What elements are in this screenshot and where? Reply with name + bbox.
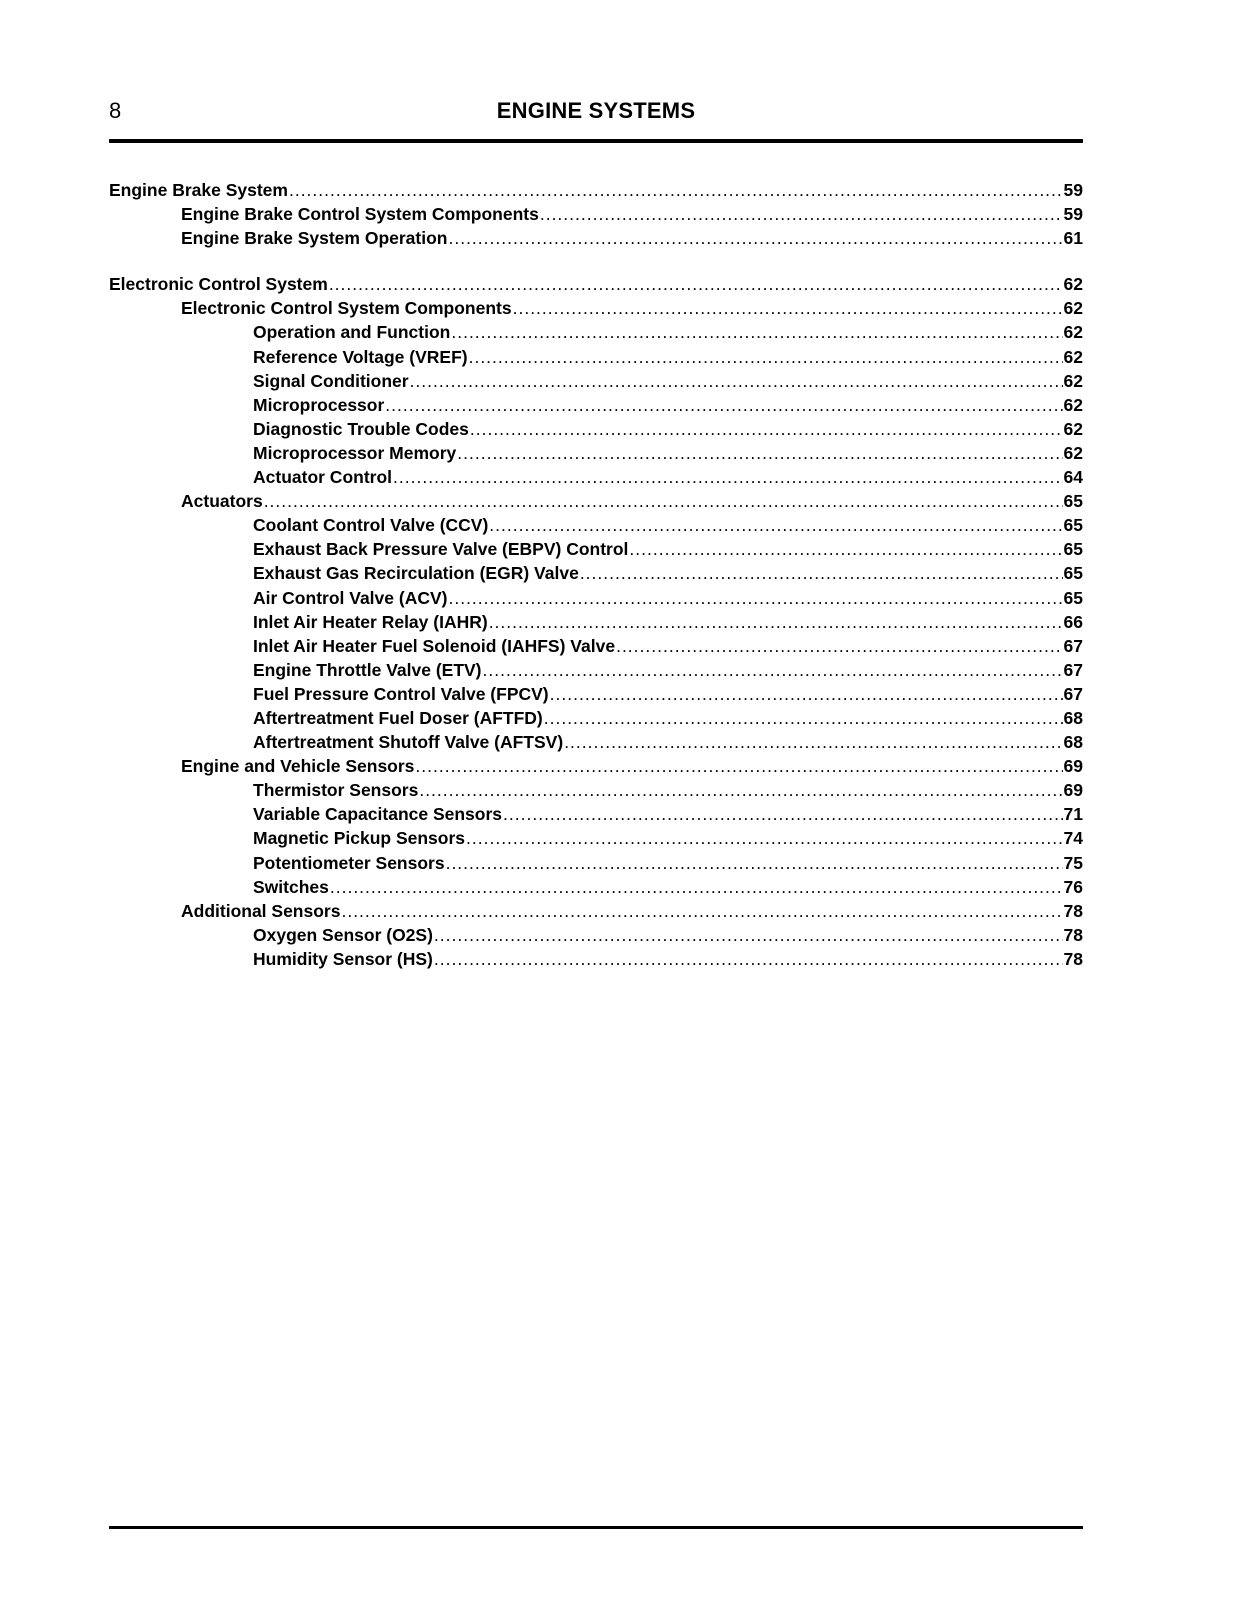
toc-entry-label: Magnetic Pickup Sensors [253,828,466,849]
toc-entry-label: Aftertreatment Shutoff Valve (AFTSV) [253,732,564,753]
toc-entry [109,708,1083,732]
toc-entry-page: 64 [1063,467,1083,488]
toc-entry-page: 65 [1063,515,1083,536]
toc-entry-label: Switches [253,876,329,897]
toc-entry-page: 65 [1063,491,1083,512]
toc-group [109,274,1083,973]
toc-entry-label: Engine and Vehicle Sensors [181,756,415,777]
toc-entry [109,756,1083,780]
toc-entry-page: 62 [1063,346,1083,367]
toc-entry-label: Humidity Sensor (HS) [253,948,433,969]
toc-entry [109,612,1083,636]
toc-entry-label: Engine Throttle Valve (ETV) [253,659,482,680]
dot-leader [544,708,1063,729]
toc-entry [109,732,1083,756]
toc-entry-label: Operation and Function [253,322,451,343]
dot-leader [451,322,1062,343]
dot-leader [457,443,1062,464]
toc-entry [109,636,1083,660]
dot-leader [329,274,1063,295]
dot-leader [446,853,1063,874]
toc-entry-label: Air Control Valve (ACV) [253,587,448,608]
toc-entry [109,467,1083,491]
toc-entry-page: 67 [1063,635,1083,656]
dot-leader [434,925,1063,946]
toc-group [109,180,1083,252]
toc-entry-page: 62 [1063,322,1083,343]
toc-entry [109,180,1083,204]
dot-leader [489,612,1063,633]
toc-entry [109,371,1083,395]
toc-entry-label: Actuator Control [253,467,393,488]
toc-entry [109,419,1083,443]
toc-entry-page: 69 [1063,756,1083,777]
toc-entry [109,274,1083,298]
dot-leader [503,804,1063,825]
toc-entry-label: Signal Conditioner [253,370,409,391]
toc-entry-page: 78 [1063,924,1083,945]
dot-leader [550,684,1063,705]
toc-entry-label: Additional Sensors [181,900,341,921]
toc-entry-label: Aftertreatment Fuel Doser (AFTFD) [253,707,543,728]
dot-leader [341,901,1062,922]
toc-entry [109,853,1083,877]
dot-leader [419,780,1062,801]
header-rule [109,139,1083,143]
toc-entry [109,204,1083,228]
toc-entry-page: 75 [1063,852,1083,873]
toc-entry-label: Engine Brake System Operation [181,228,448,249]
toc-entry-label: Inlet Air Heater Fuel Solenoid (IAHFS) Valve [253,635,616,656]
toc-entry-page: 67 [1063,683,1083,704]
toc-entry [109,877,1083,901]
table-of-contents [109,180,1083,995]
toc-entry-page: 76 [1063,876,1083,897]
toc-entry-label: Engine Brake System [109,180,288,200]
toc-entry-page: 67 [1063,659,1083,680]
toc-entry [109,949,1083,973]
toc-entry [109,828,1083,852]
toc-entry-label: Reference Voltage (VREF) [253,346,468,367]
toc-entry-page: 68 [1063,732,1083,753]
toc-entry [109,298,1083,322]
dot-leader [330,877,1063,898]
toc-entry-label: Actuators [181,491,263,512]
toc-entry-page: 65 [1063,587,1083,608]
toc-entry-label: Potentiometer Sensors [253,852,445,873]
toc-entry [109,395,1083,419]
toc-entry-page: 62 [1063,370,1083,391]
toc-entry-page: 62 [1063,274,1083,295]
page-header [109,94,1083,134]
dot-leader [540,204,1063,225]
toc-entry [109,901,1083,925]
dot-leader [564,732,1062,753]
toc-entry-label: Electronic Control System [109,274,328,295]
toc-entry [109,804,1083,828]
toc-entry-page: 61 [1063,228,1083,249]
toc-entry-page: 68 [1063,707,1083,728]
toc-entry-label: Inlet Air Heater Relay (IAHR) [253,611,488,632]
toc-entry-label: Coolant Control Valve (CCV) [253,515,489,536]
toc-entry [109,684,1083,708]
toc-entry [109,515,1083,539]
toc-entry-label: Engine Brake Control System Components [181,204,539,225]
dot-leader [264,491,1063,512]
toc-entry-page: 62 [1063,418,1083,439]
toc-entry [109,563,1083,587]
toc-entry-label: Oxygen Sensor (O2S) [253,924,433,945]
dot-leader [385,395,1062,416]
dot-leader [434,949,1063,970]
dot-leader [483,660,1063,681]
dot-leader [469,347,1063,368]
toc-entry-page: 66 [1063,611,1083,632]
toc-entry-label: Diagnostic Trouble Codes [253,418,469,439]
dot-leader [470,419,1063,440]
toc-entry [109,660,1083,684]
page-title: ENGINE SYSTEMS [496,98,696,123]
toc-entry-label: Electronic Control System Components [181,298,512,319]
dot-leader [448,588,1062,609]
dot-leader [393,467,1063,488]
toc-entry-page: 78 [1063,900,1083,921]
toc-entry-page: 69 [1063,780,1083,801]
dot-leader [616,636,1062,657]
toc-entry-page: 62 [1063,298,1083,319]
toc-entry [109,491,1083,515]
toc-entry-label: Exhaust Back Pressure Valve (EBPV) Control [253,539,629,560]
dot-leader [489,515,1062,536]
dot-leader [415,756,1062,777]
footer-rule [109,1526,1083,1529]
toc-entry [109,443,1083,467]
toc-entry-page: 62 [1063,394,1083,415]
toc-entry-page: 74 [1063,828,1083,849]
toc-entry-page: 65 [1063,563,1083,584]
toc-entry-page: 59 [1063,204,1083,225]
toc-entry-page: 65 [1063,539,1083,560]
toc-entry-page: 71 [1063,804,1083,825]
toc-entry [109,539,1083,563]
dot-leader [466,828,1063,849]
dot-leader [513,298,1063,319]
toc-entry-page: 62 [1063,442,1083,463]
toc-entry [109,347,1083,371]
toc-entry-label: Microprocessor [253,394,385,415]
toc-entry-page: 59 [1063,180,1083,200]
toc-entry-page: 78 [1063,948,1083,969]
page-number: 8 [109,98,122,123]
dot-leader [629,539,1062,560]
toc-entry-label: Variable Capacitance Sensors [253,804,503,825]
toc-entry-label: Thermistor Sensors [253,780,419,801]
toc-entry [109,780,1083,804]
dot-leader [289,180,1063,201]
toc-entry [109,925,1083,949]
dot-leader [580,563,1063,584]
toc-entry-label: Fuel Pressure Control Valve (FPCV) [253,683,549,704]
toc-entry-label: Exhaust Gas Recirculation (EGR) Valve [253,563,579,584]
dot-leader [410,371,1063,392]
dot-leader [448,228,1062,249]
toc-entry [109,228,1083,252]
toc-entry-label: Microprocessor Memory [253,442,457,463]
toc-entry [109,588,1083,612]
toc-entry [109,322,1083,346]
